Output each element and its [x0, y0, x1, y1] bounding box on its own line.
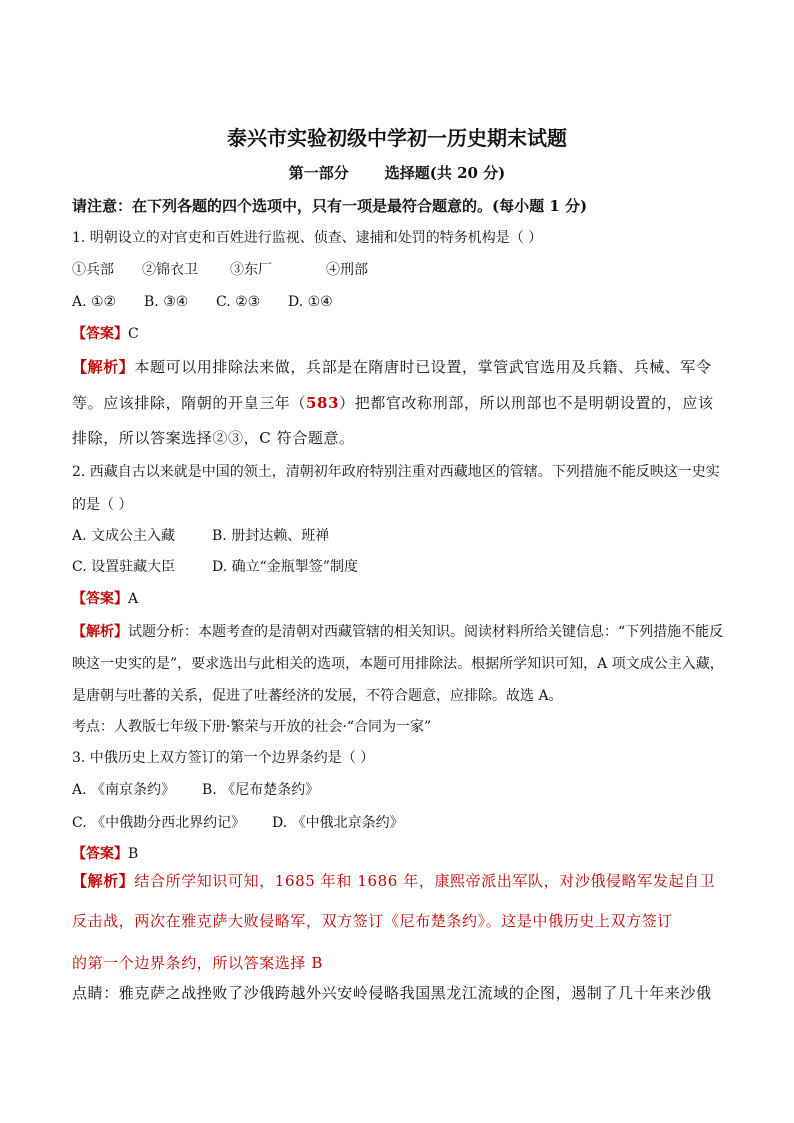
q3-option-b: B. 《尼布楚条约》 — [202, 782, 320, 798]
q2-options-row — [72, 557, 358, 577]
answer-tag: 【答案】 — [72, 846, 128, 862]
q1-item: ②锦衣卫 — [142, 262, 198, 278]
q1-item: ①兵部 — [72, 262, 114, 278]
q3-answer — [72, 844, 138, 864]
q2-option-d: D. 确立“金瓶掣签”制度 — [212, 559, 358, 575]
q1-analysis-line — [72, 357, 712, 377]
q1-option-d: D. ①④ — [288, 294, 333, 310]
q3-point: 点睛：雅克萨之战挫败了沙俄跨越外兴安岭侵略我国黑龙江流域的企图，遏制了几十年来沙俄 — [72, 984, 712, 1002]
q1-item: ③东厂 — [230, 262, 272, 278]
section-name: 选择题(共 20 分) — [384, 164, 506, 182]
q2-answer-value: A — [128, 591, 139, 607]
q3-analysis-line: 的第一个边界条约，所以答案选择 B — [72, 954, 323, 972]
q3-option-a: A. 《南京条约》 — [72, 782, 176, 798]
answer-tag: 【答案】 — [72, 326, 128, 342]
q2-option-c: C. 设置驻藏大臣 — [72, 559, 176, 575]
q1-option-b: B. ③④ — [144, 294, 189, 310]
q3-stem: 3. 中俄历史上双方签订的第一个边界条约是（ ） — [72, 750, 375, 766]
q3-analysis-line: 反击战，两次在雅克萨大败侵略军，双方签订《尼布楚条约》。这是中俄历史上双方签订 — [72, 912, 673, 930]
q2-point: 考点：人教版七年级下册·繁荣与开放的社会·“合同为一家” — [72, 719, 432, 735]
q2-analysis-line — [72, 622, 723, 642]
q2-answer — [72, 589, 138, 609]
q2-stem-line: 的是（ ） — [72, 497, 133, 513]
q3-options-row — [72, 780, 319, 800]
q2-analysis-text: 试题分析：本题考查的是清朝对西藏管辖的相关知识。阅读材料所给关键信息：“下列措施不能反 — [128, 624, 724, 640]
q3-options-row — [72, 813, 404, 833]
analysis-tag: 【解析】 — [72, 872, 135, 890]
q1-answer — [72, 324, 139, 344]
q3-analysis-text: 结合所学知识可知，1685 年和 1686 年，康熙帝派出军队，对沙俄侵略军发起自卫 — [134, 872, 716, 890]
q1-analysis-year: 583 — [306, 394, 340, 412]
page-title: 泰兴市实验初级中学初一历史期末试题 — [227, 126, 567, 150]
q1-items — [72, 260, 368, 280]
q1-item: ④刑部 — [326, 262, 368, 278]
q2-options-row — [72, 526, 329, 546]
q2-stem-line: 2. 西藏自古以来就是中国的领土，清朝初年政府特别注重对西藏地区的管辖。下列措施不能反映这一史实 — [72, 464, 720, 480]
q1-stem: 1. 明朝设立的对官吏和百姓进行监视、侦查、逮捕和处罚的特务机构是（ ） — [72, 230, 543, 246]
q2-analysis-line: 映这一史实的是”，要求选出与此相关的选项，本题可用排除法。根据所学知识可知，A 项文成公主入藏， — [72, 656, 724, 672]
q3-analysis-line — [72, 871, 715, 891]
q3-option-d: D. 《中俄北京条约》 — [272, 815, 404, 831]
q1-option-c: C. ②③ — [216, 294, 261, 310]
q1-analysis-line: 排除，所以答案选择②③，C 符合题意。 — [72, 429, 355, 447]
q3-answer-value: B — [128, 846, 139, 862]
q3-option-c: C. 《中俄勘分西北界约记》 — [72, 815, 246, 831]
q1-analysis-text: ）把都官改称刑部，所以刑部也不是明朝设置的，应该 — [339, 394, 714, 412]
q1-analysis-text: 等。应该排除，隋朝的开皇三年（ — [72, 394, 307, 412]
section-heading — [0, 162, 794, 184]
q2-option-a: A. 文成公主入藏 — [72, 528, 176, 544]
q1-option-a: A. ①② — [72, 294, 117, 310]
q2-analysis-line: 是唐朝与吐蕃的关系，促进了吐蕃经济的发展，不符合题意，应排除。故选 A。 — [72, 688, 563, 704]
q1-answer-value: C — [128, 326, 139, 342]
answer-tag: 【答案】 — [72, 591, 128, 607]
analysis-tag: 【解析】 — [72, 358, 135, 376]
analysis-tag: 【解析】 — [72, 624, 128, 640]
q2-option-b: B. 册封达赖、班禅 — [212, 528, 330, 544]
q1-options — [72, 292, 333, 312]
q1-analysis-line — [72, 393, 714, 413]
q1-analysis-text: 本题可以用排除法来做，兵部是在隋唐时已设置，掌管武官选用及兵籍、兵械、军令 — [134, 358, 712, 376]
part-name: 第一部分 — [288, 164, 349, 182]
notice-text: 请注意：在下列各题的四个选项中，只有一项是最符合题意的。(每小题 1 分) — [72, 197, 588, 215]
